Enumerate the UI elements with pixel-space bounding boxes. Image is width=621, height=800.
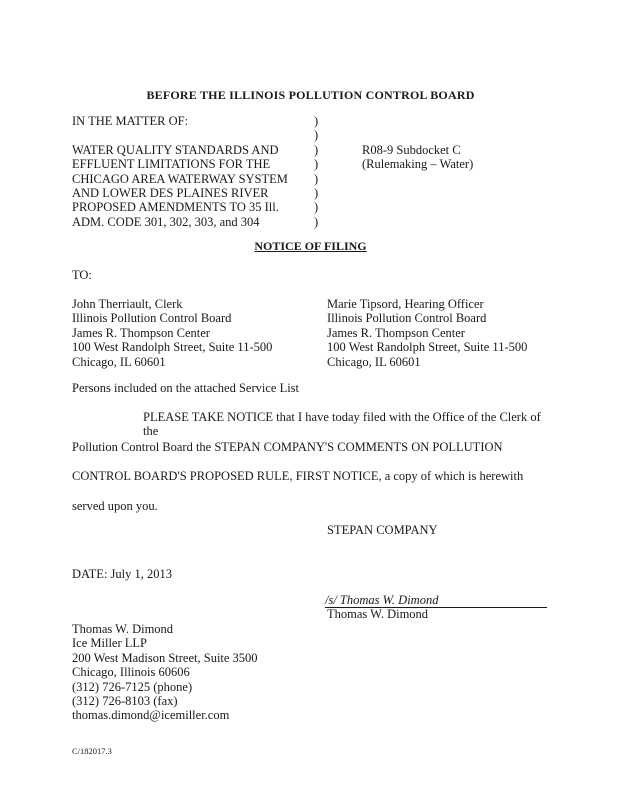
- address-line: Illinois Pollution Control Board: [327, 311, 487, 326]
- recipient-hearing-officer: [327, 297, 527, 369]
- address-line: James R. Thompson Center: [72, 325, 210, 340]
- matter-of-block: [72, 114, 288, 229]
- address-line: Chicago, IL 60601: [327, 354, 421, 369]
- matter-line: [72, 128, 288, 142]
- service-list-note: Persons included on the attached Service List: [72, 381, 300, 395]
- notice-title: NOTICE OF FILING: [254, 239, 367, 253]
- paren: ): [314, 214, 319, 229]
- body-line: PLEASE TAKE NOTICE that I have today filed with the Office of the Clerk of the: [143, 410, 541, 438]
- matter-line: IN THE MATTER OF:: [72, 114, 189, 128]
- document-caption: BEFORE THE ILLINOIS POLLUTION CONTROL BOARD: [146, 88, 475, 102]
- contact-line: Chicago, Illinois 60606: [72, 665, 190, 680]
- contact-line: Thomas W. Dimond: [72, 622, 174, 636]
- paren: ): [314, 114, 319, 128]
- contact-line: (312) 726-8103 (fax): [72, 693, 178, 708]
- case-info: [362, 143, 473, 172]
- body-line: served upon you.: [72, 499, 158, 514]
- matter-line: PROPOSED AMENDMENTS TO 35 Ill.: [72, 200, 279, 215]
- matter-line: WATER QUALITY STANDARDS AND: [72, 142, 279, 157]
- body-line: CONTROL BOARD'S PROPOSED RULE, FIRST NOTICE, a copy of which is herewith: [72, 469, 524, 484]
- contact-line: 200 West Madison Street, Suite 3500: [72, 650, 258, 665]
- contact-line: (312) 726-7125 (phone): [72, 679, 193, 694]
- address-line: John Therriault, Clerk: [72, 297, 183, 311]
- contact-line: Ice Miller LLP: [72, 636, 147, 651]
- paren: ): [314, 157, 319, 172]
- paren: ): [314, 200, 319, 215]
- address-line: 100 West Randolph Street, Suite 11-500: [72, 340, 273, 355]
- date-line: DATE: July 1, 2013: [72, 567, 172, 581]
- paren: ): [314, 142, 319, 157]
- contact-email: thomas.dimond@icemiller.com: [72, 708, 230, 723]
- case-type: (Rulemaking – Water): [362, 157, 474, 172]
- to-label: TO:: [72, 268, 92, 282]
- recipient-clerk: [72, 297, 272, 369]
- paren: ): [314, 185, 319, 200]
- notice-body: [72, 410, 542, 529]
- address-line: Illinois Pollution Control Board: [72, 311, 232, 326]
- address-line: 100 West Randolph Street, Suite 11-500: [327, 340, 528, 355]
- matter-line: EFFLUENT LIMITATIONS FOR THE: [72, 157, 271, 172]
- document-id: C/182017.3: [72, 746, 112, 756]
- matter-line: AND LOWER DES PLAINES RIVER: [72, 185, 269, 200]
- paren: ): [314, 171, 319, 186]
- company-name: STEPAN COMPANY: [327, 523, 438, 537]
- body-line: Pollution Control Board the STEPAN COMPANY'S COMMENTS ON POLLUTION: [72, 439, 503, 454]
- caption-parentheses: [314, 114, 318, 229]
- paren: ): [314, 128, 319, 143]
- signer-name: Thomas W. Dimond: [327, 607, 429, 621]
- case-number: R08-9 Subdocket C: [362, 143, 461, 157]
- signature-line: /s/ Thomas W. Dimond: [325, 593, 547, 608]
- address-line: Marie Tipsord, Hearing Officer: [327, 297, 484, 311]
- matter-line: ADM. CODE 301, 302, 303, and 304: [72, 214, 260, 229]
- address-line: Chicago, IL 60601: [72, 354, 166, 369]
- address-line: James R. Thompson Center: [327, 325, 465, 340]
- matter-line: CHICAGO AREA WATERWAY SYSTEM: [72, 171, 288, 186]
- contact-block: [72, 622, 258, 723]
